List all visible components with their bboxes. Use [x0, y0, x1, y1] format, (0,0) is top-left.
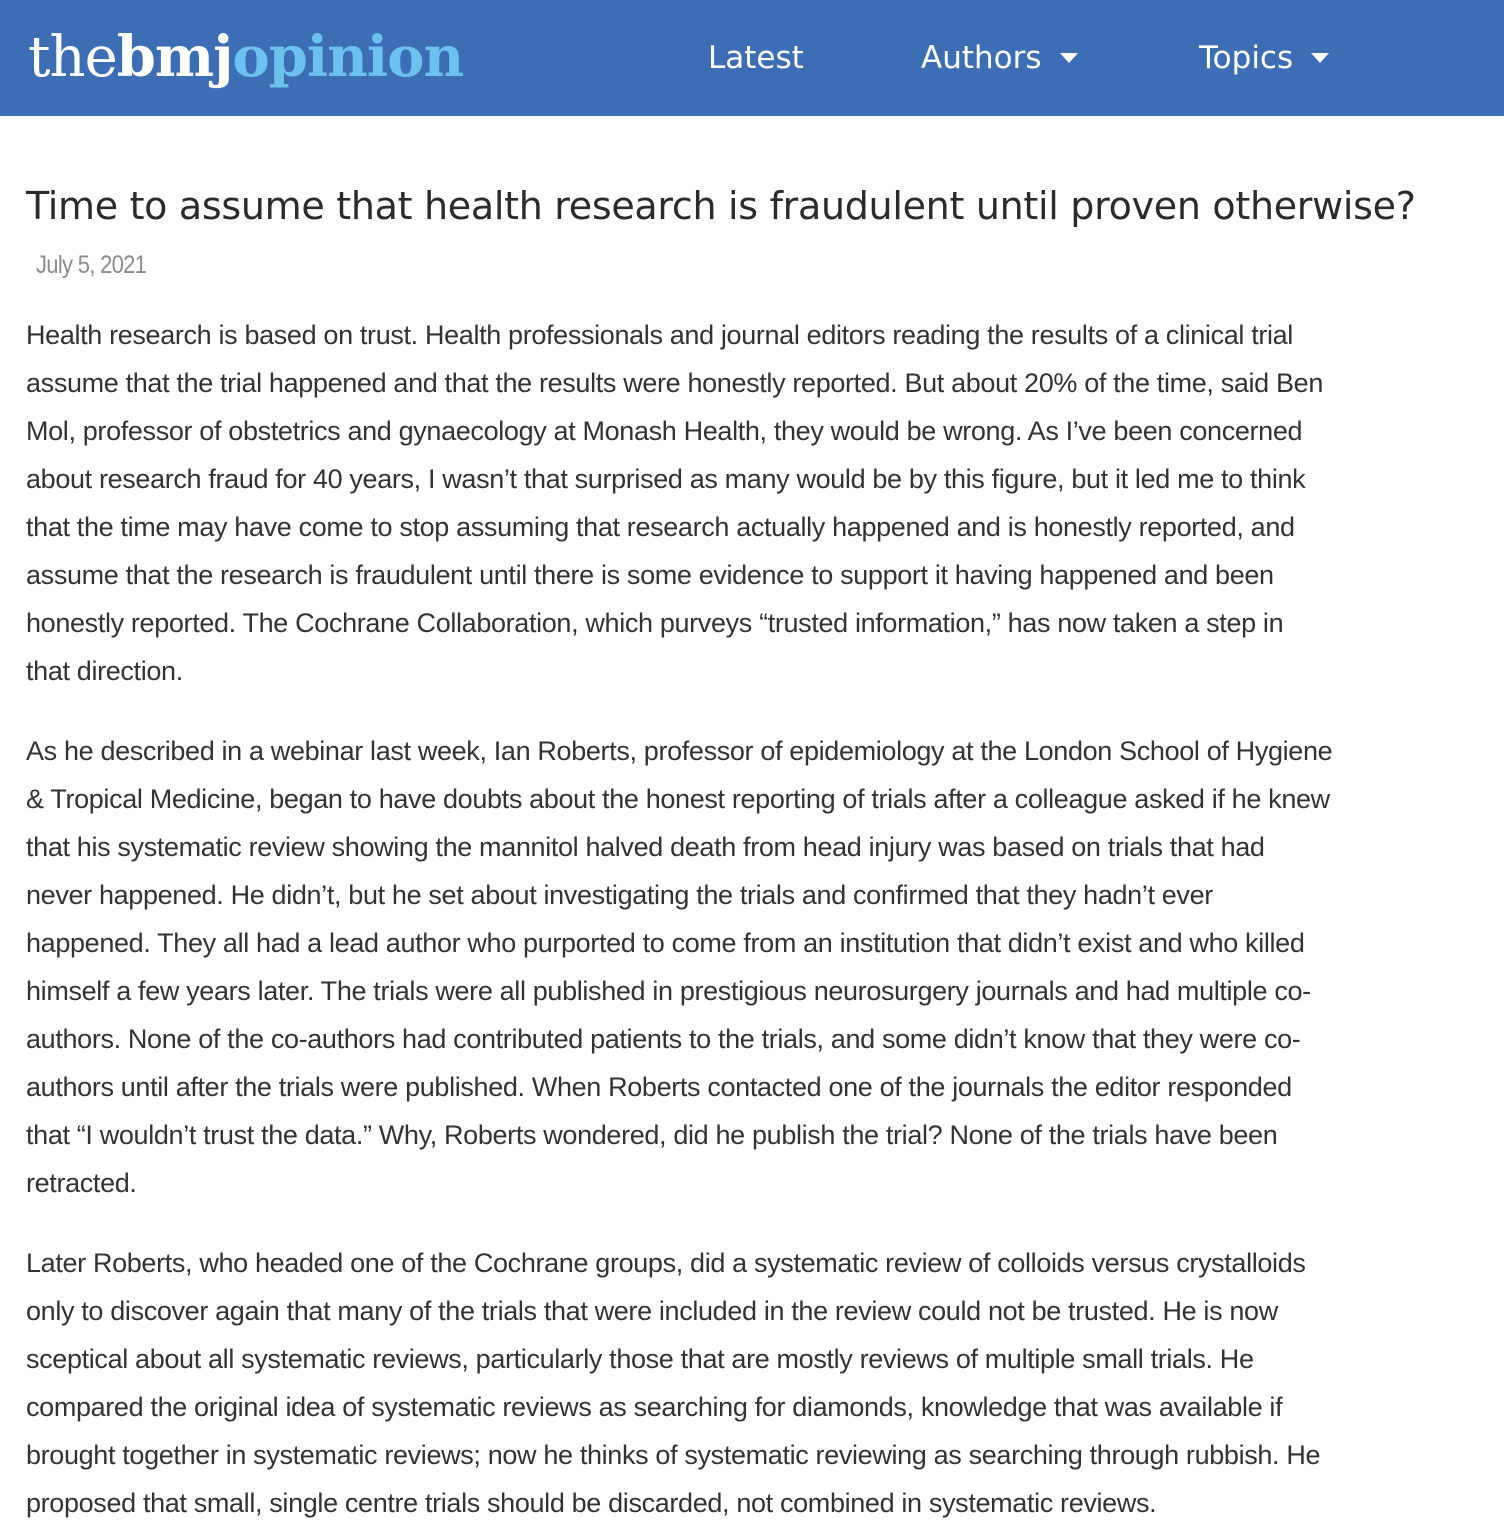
paragraph-line: himself a few years later. The trials were all published in prestigious neurosurgery journals and had multiple co-	[26, 976, 1311, 1006]
paragraph-line: honestly reported. The Cochrane Collaboration, which purveys “trusted information,” has now taken a step in	[26, 608, 1284, 638]
caret-down-icon	[1311, 53, 1329, 63]
logo-opinion: opinion	[232, 24, 464, 90]
caret-down-icon	[1060, 53, 1078, 63]
nav-latest[interactable]	[708, 36, 804, 80]
paragraph-line: brought together in systematic reviews; now he thinks of systematic reviewing as searching through rubbish. He	[26, 1440, 1321, 1470]
paragraph-line: never happened. He didn’t, but he set about investigating the trials and confirmed that they hadn’t ever	[26, 880, 1213, 910]
site-logo[interactable]	[28, 24, 463, 90]
article-date: July 5, 2021	[36, 251, 147, 279]
paragraph-line: compared the original idea of systematic reviews as searching for diamonds, knowledge that was available if	[26, 1392, 1283, 1422]
logo-bmj: bmj	[116, 24, 233, 90]
paragraph-line: that direction.	[26, 656, 183, 686]
paragraph-line: authors. None of the co-authors had contributed patients to the trials, and some didn’t know that they were co-	[26, 1024, 1301, 1054]
nav-latest-label: Latest	[708, 40, 804, 76]
article-paragraph	[26, 727, 1332, 1207]
nav-topics-dropdown[interactable]	[1199, 36, 1329, 80]
paragraph-line: proposed that small, single centre trials should be discarded, not combined in systematic reviews.	[26, 1488, 1157, 1518]
paragraph-line: As he described in a webinar last week, Ian Roberts, professor of epidemiology at the London School of Hygiene	[26, 736, 1333, 766]
paragraph-line: authors until after the trials were published. When Roberts contacted one of the journals the editor responded	[26, 1072, 1292, 1102]
article-title: Time to assume that health research is fraudulent until proven otherwise?	[26, 184, 1416, 228]
article-paragraph	[26, 1239, 1320, 1527]
nav-topics-label: Topics	[1199, 40, 1294, 76]
paragraph-line: about research fraud for 40 years, I wasn’t that surprised as many would be by this figure, but it led me to think	[26, 464, 1306, 494]
nav-authors-label: Authors	[921, 40, 1042, 76]
logo-the: the	[28, 25, 117, 90]
paragraph-line: that “I wouldn’t trust the data.” Why, Roberts wondered, did he publish the trial? None of the trials have been	[26, 1120, 1278, 1150]
nav-authors-dropdown[interactable]	[921, 36, 1078, 80]
paragraph-line: that the time may have come to stop assuming that research actually happened and is honestly reported, and	[26, 512, 1295, 542]
paragraph-line: happened. They all had a lead author who purported to come from an institution that didn’t exist and who killed	[26, 928, 1305, 958]
paragraph-line: Later Roberts, who headed one of the Cochrane groups, did a systematic review of colloids versus crystalloids	[26, 1248, 1306, 1278]
paragraph-line: Health research is based on trust. Health professionals and journal editors reading the results of a clinical trial	[26, 320, 1293, 350]
article-paragraph	[26, 311, 1323, 695]
paragraph-line: sceptical about all systematic reviews, particularly those that are mostly reviews of multiple small trials. He	[26, 1344, 1254, 1374]
paragraph-line: assume that the trial happened and that the results were honestly reported. But about 20% of the time, said Ben	[26, 368, 1323, 398]
paragraph-line: that his systematic review showing the mannitol halved death from head injury was based on trials that had	[26, 832, 1265, 862]
paragraph-line: only to discover again that many of the trials that were included in the review could not be trusted. He is now	[26, 1296, 1278, 1326]
paragraph-line: & Tropical Medicine, began to have doubts about the honest reporting of trials after a colleague asked if he knew	[26, 784, 1330, 814]
site-header	[0, 0, 1504, 116]
paragraph-line: retracted.	[26, 1168, 137, 1198]
paragraph-line: assume that the research is fraudulent until there is some evidence to support it having happened and been	[26, 560, 1274, 590]
paragraph-line: Mol, professor of obstetrics and gynaecology at Monash Health, they would be wrong. As I’ve been concerned	[26, 416, 1303, 446]
